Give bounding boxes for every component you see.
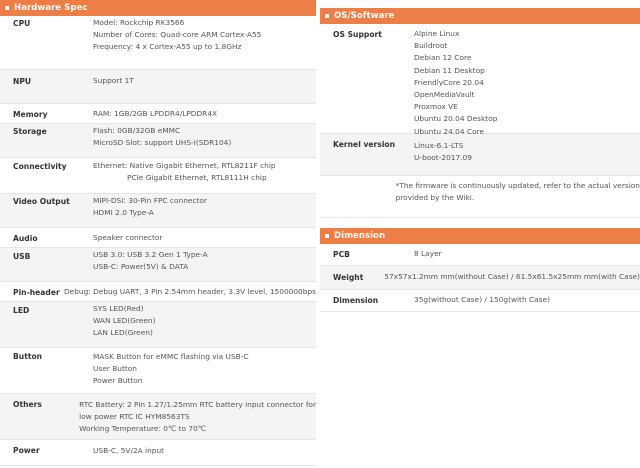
spec-value-line: User Button — [93, 364, 137, 374]
os-software-header — [320, 8, 640, 24]
spec-value-line: Buildroot — [414, 41, 448, 51]
spec-value-line: MicroSD Slot: support UHS-I(SDR104) — [93, 138, 232, 148]
header-marker — [5, 6, 9, 10]
spec-key: CPU — [13, 19, 31, 28]
spec-values — [93, 440, 164, 465]
spec-value-line: *The firmware is continuously updated, refer to the actual version — [395, 181, 640, 190]
spec-value-line: 8 Layer — [414, 249, 442, 258]
os-software-title: OS/Software — [334, 11, 395, 21]
spec-value-line: Ubuntu 24.04 Core — [414, 126, 485, 136]
spec-row — [0, 104, 316, 124]
spec-value-line: U-boot-2017.09 — [414, 153, 472, 163]
spec-key — [320, 176, 396, 217]
spec-value-line: 57x57x1.2mm mm(without Case) / 61.5x61.5x25mm mm(with Case) — [384, 272, 640, 281]
spec-row — [0, 348, 316, 394]
spec-values — [93, 228, 162, 247]
spec-value-line: Speaker connector — [93, 233, 163, 242]
spec-row — [0, 282, 316, 302]
spec-row — [320, 244, 640, 266]
hardware-spec-title: Hardware Spec — [14, 3, 88, 13]
spec-key: NPU — [13, 77, 32, 86]
spec-value-line: Support 1T — [93, 76, 134, 85]
spec-key: Others — [13, 400, 42, 409]
spec-value-line: Alpine Linux — [414, 29, 460, 38]
spec-values — [396, 176, 640, 217]
spec-key: Memory — [13, 110, 48, 119]
os-software-table — [320, 0, 640, 312]
spec-values — [93, 124, 231, 157]
spec-value-line: LAN LED(Green) — [93, 328, 153, 338]
spec-value-line: Proxmox VE — [414, 102, 458, 112]
spec-row — [320, 24, 640, 134]
spec-value-line: USB-C: Power(5V) & DATA — [93, 262, 189, 272]
spec-value-line: Model: Rockchip RK3566 — [93, 18, 185, 27]
spec-row — [0, 194, 316, 228]
spec-key: Audio — [13, 234, 38, 243]
spec-value-line: Power Button — [93, 376, 143, 386]
spec-values — [64, 282, 316, 301]
spec-value-line: RTC Battery: 2 Pin 1.27/1.25mm RTC battery input connector for — [79, 400, 316, 409]
spec-key: Connectivity — [13, 162, 67, 171]
spec-values — [93, 248, 208, 281]
spec-value-line: Debian 12 Core — [414, 53, 472, 63]
spec-values — [93, 70, 134, 103]
spec-values — [384, 266, 640, 289]
spec-values — [414, 134, 472, 175]
spec-key: Power — [13, 446, 40, 455]
spec-value-line: Linux-6.1-LTS — [414, 141, 464, 150]
spec-key: Dimension — [333, 296, 379, 305]
spec-row — [320, 134, 640, 176]
spec-values — [93, 348, 249, 393]
dimension-title: Dimension — [334, 231, 386, 241]
spec-value-line: Ethernet: Native Gigabit Ethernet, RTL8211F chip — [93, 161, 276, 170]
spec-value-line: FriendlyCore 20.04 — [414, 77, 484, 87]
spec-value-line: Ubuntu 20.04 Desktop — [414, 114, 498, 124]
spec-value-line: HDMI 2.0 Type-A — [93, 208, 154, 218]
hardware-spec-table — [0, 0, 316, 466]
spec-value-line: RAM: 1GB/2GB LPDDR4/LPDDR4X — [93, 109, 218, 118]
spec-value-line: Number of Cores: Quad-core ARM Cortex-A55 — [93, 30, 262, 40]
spec-value-line: USB 3.0: USB 3.2 Gen 1 Type-A — [93, 250, 208, 259]
dimension-rows — [320, 244, 640, 312]
spec-row — [0, 394, 316, 440]
spec-key: Storage — [13, 127, 47, 136]
spec-values — [93, 158, 276, 193]
spec-key: Video Output — [13, 197, 70, 206]
spec-values — [414, 244, 442, 265]
spec-value-line: Frequency: 4 x Cortex-A55 up to 1.8GHz — [93, 42, 242, 52]
spec-values — [93, 16, 261, 69]
spec-value-line: Debug: Debug UART, 3 Pin 2.54mm header, 3.3V level, 1500000bps — [63, 287, 316, 296]
spec-value-line: MIPI-DSI: 30-Pin FPC connector — [93, 196, 207, 205]
spec-row — [0, 158, 316, 194]
spec-value-line: OpenMediaVault — [414, 90, 475, 100]
spec-key: Kernel version — [333, 140, 396, 149]
spec-row — [0, 124, 316, 158]
spec-value-line: Flash: 0GB/32GB eMMC — [93, 126, 181, 135]
spec-row — [0, 228, 316, 248]
spec-value-line: low power RTC IC HYM8563TS — [79, 412, 190, 422]
spec-value-line: PCIe Gigabit Ethernet, RTL8111H chip — [127, 173, 267, 183]
header-marker — [325, 234, 329, 238]
spec-key: Button — [13, 352, 43, 361]
spec-value-line: WAN LED(Green) — [93, 316, 156, 326]
spec-values — [414, 290, 550, 311]
spec-row — [320, 266, 640, 290]
spec-row — [0, 16, 316, 70]
spec-value-line: SYS LED(Red) — [93, 304, 144, 313]
hardware-spec-header — [0, 0, 316, 16]
spec-row — [0, 440, 316, 466]
spec-row — [0, 70, 316, 104]
os-software-rows — [320, 24, 640, 218]
spec-key: PCB — [333, 250, 350, 259]
spec-key: LED — [13, 306, 30, 315]
spec-key: USB — [13, 252, 31, 261]
hardware-spec-rows — [0, 16, 316, 466]
spec-row — [320, 290, 640, 312]
spec-key: Pin-header — [13, 288, 60, 297]
spec-value-line: Working Temperature: 0℃ to 70℃ — [79, 424, 207, 434]
spec-value-line: MASK Button for eMMC flashing via USB-C — [93, 352, 249, 361]
spec-values — [93, 302, 155, 347]
spec-row — [0, 248, 316, 282]
spec-values — [93, 104, 217, 123]
header-marker — [325, 14, 329, 18]
spec-value-line: 35g(without Case) / 150g(with Case) — [414, 295, 550, 304]
spec-row — [0, 302, 316, 348]
spec-value-line: Debian 11 Desktop — [414, 65, 485, 75]
spec-value-line: USB-C, 5V/2A input — [93, 446, 165, 455]
spec-values — [93, 194, 207, 227]
spec-value-line: provided by the Wiki. — [395, 193, 475, 203]
spec-row — [320, 176, 640, 218]
spec-key: OS Support — [333, 30, 382, 39]
dimension-header — [320, 228, 640, 244]
spec-values — [79, 394, 316, 439]
spec-values — [414, 24, 498, 136]
spec-key: Weight — [333, 273, 364, 282]
